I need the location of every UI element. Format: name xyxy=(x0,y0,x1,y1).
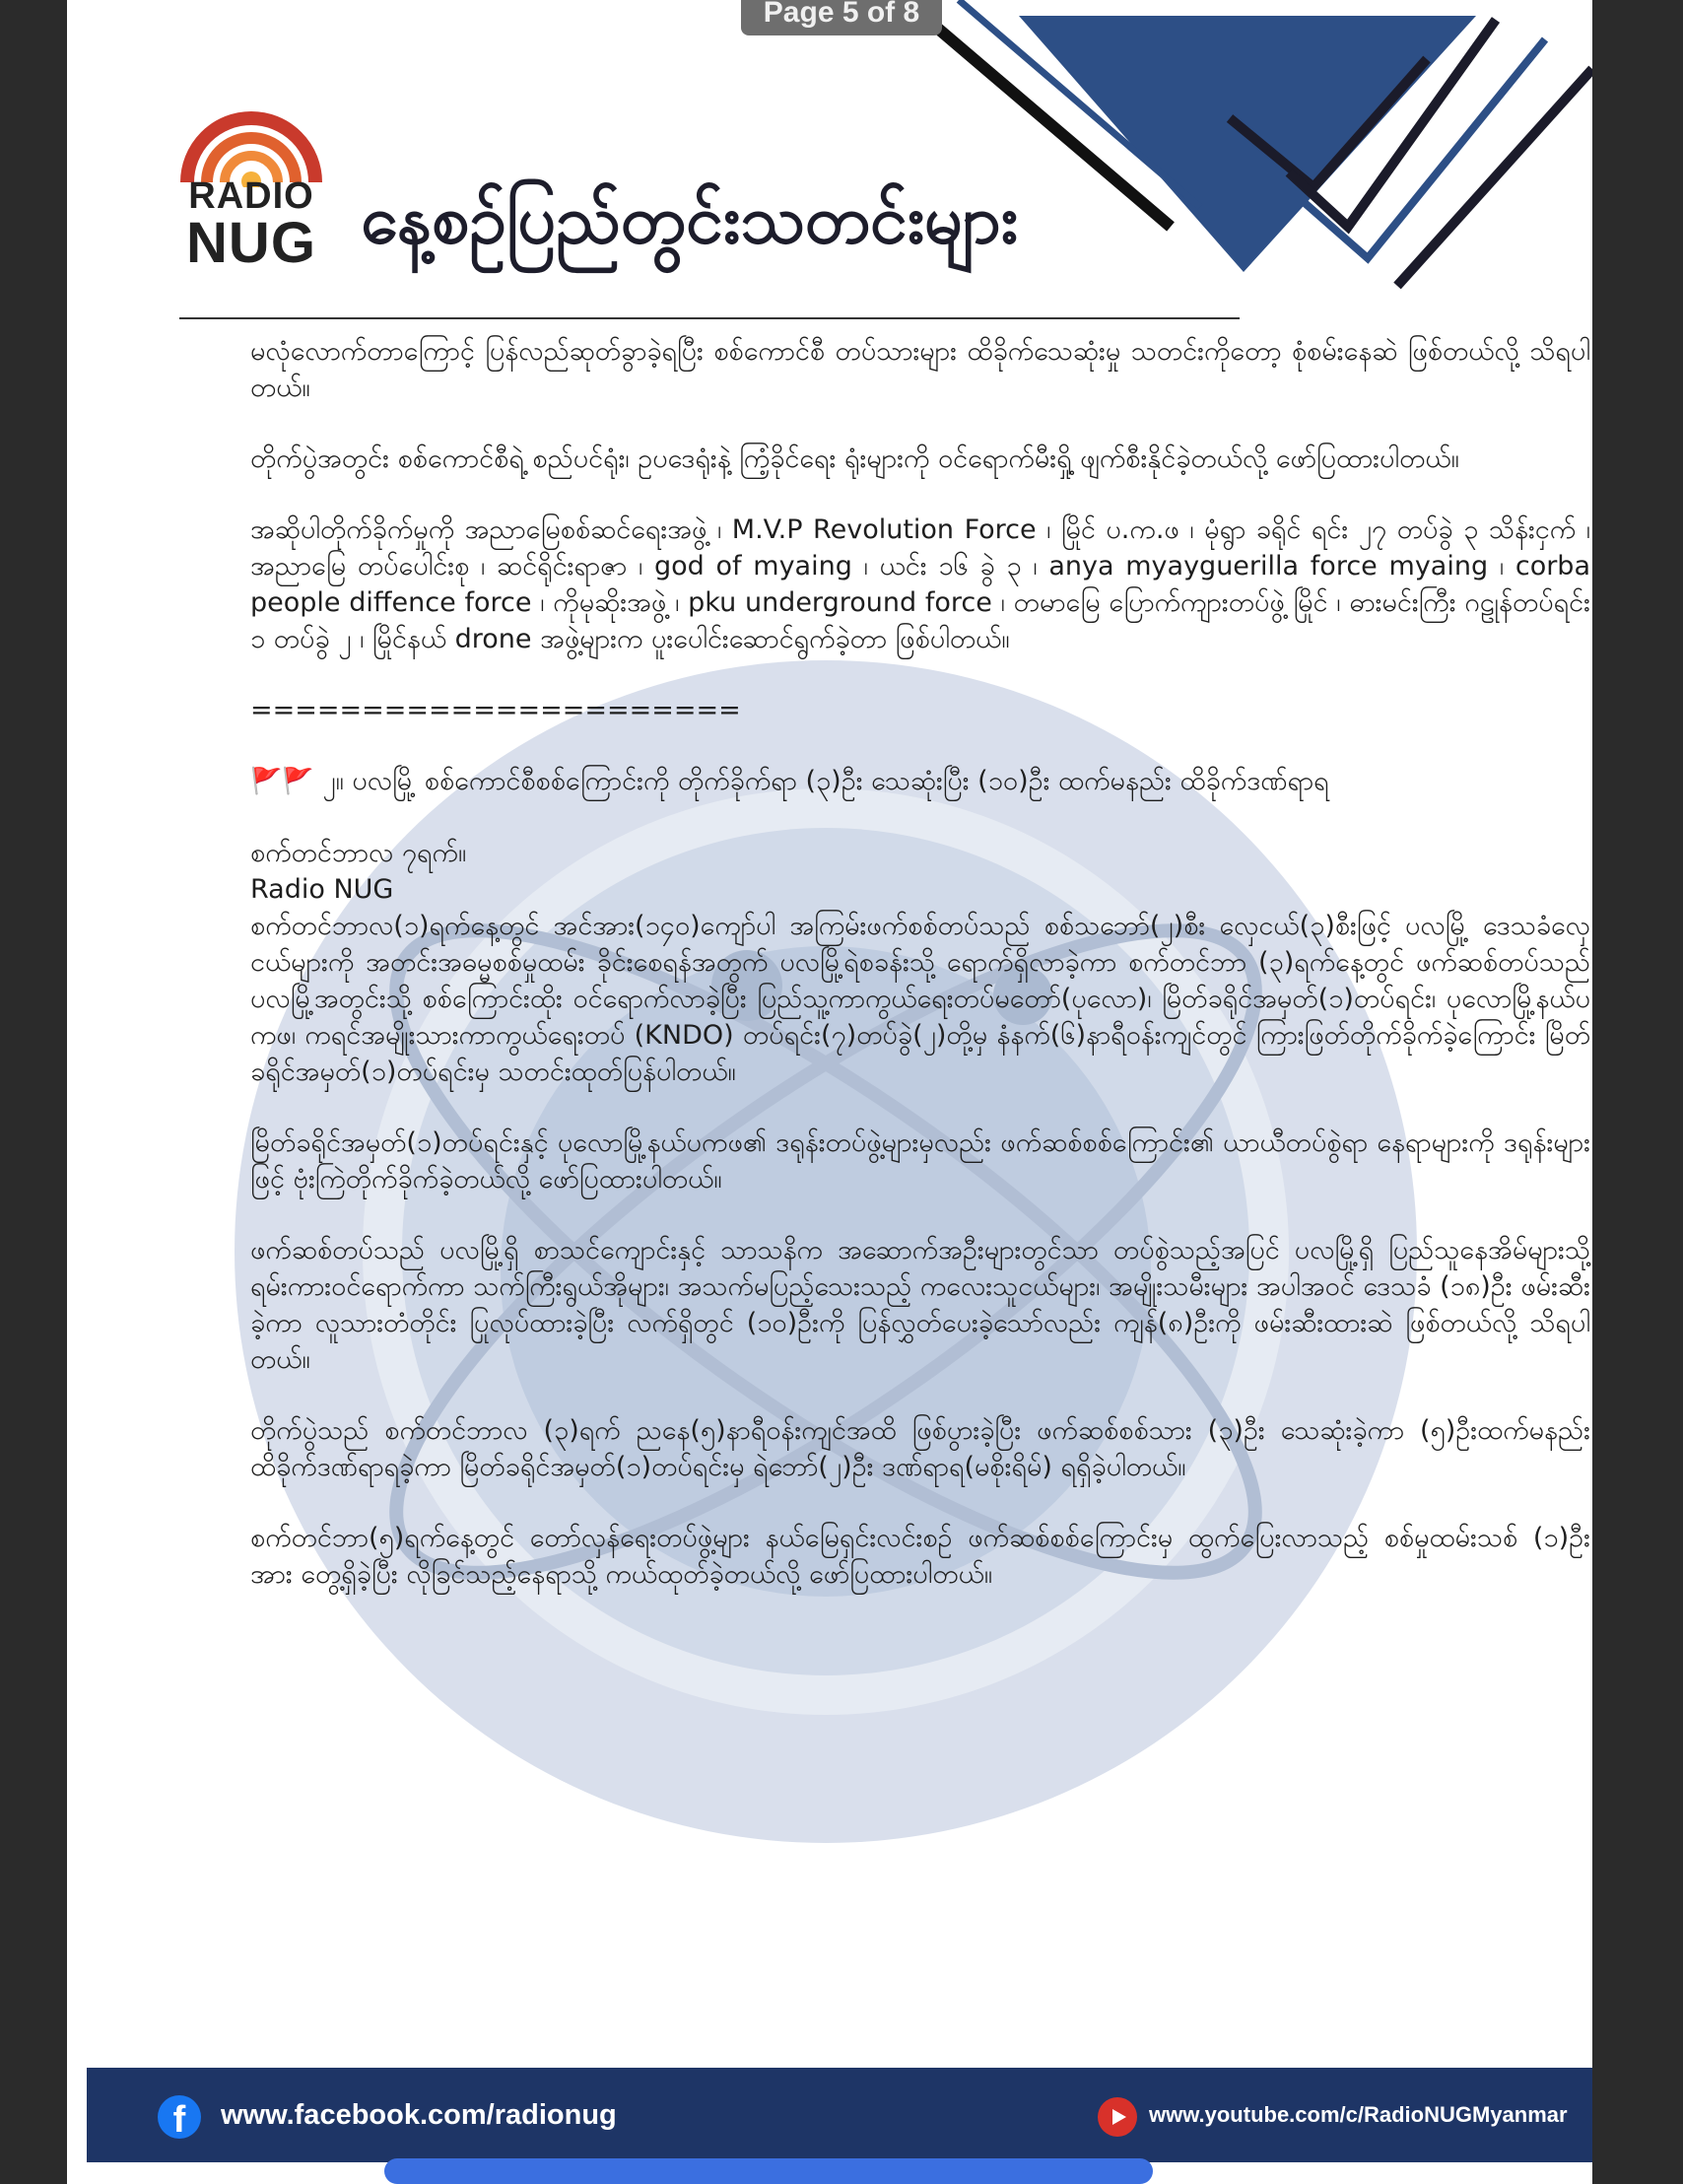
story-headline-text: ၂။ ပလမြို့ စစ်ကောင်စီစစ်ကြောင်းကို တိုက်ခိုက်ရာ (၃)ဦး သေဆုံးပြီး (၁၀)ဦး ထက်မနည်း ထိခိုက်ဒဏ်ရာရ xyxy=(322,766,1329,796)
story-headline xyxy=(250,763,1590,800)
document-page xyxy=(67,0,1592,2184)
paragraph: အဆိုပါတိုက်ခိုက်မှုကို အညာမြေစစ်ဆင်ရေးအဖွဲ့ ၊ M.V.P Revolution Force ၊ မြိုင် ပ.က.ဖ ၊ မုံရွာ ခရိုင် ရင်း ၂၇ တပ်ခွဲ ၃ သိန်းငှက် ၊ အညာမြေ တပ်ပေါင်းစု ၊ ဆင်ရိုင်းရာဇာ ၊ god of myaing ၊ ယင်း ၁၆ ခွဲ ၃ ၊ anya myayguerilla force myaing ၊ corba people diffence force ၊ ကိုမုဆိုးအဖွဲ့ ၊ pku underground force ၊ တမာမြေ ပြောက်ကျားတပ်ဖွဲ့ မြိုင် ၊ ဓားမင်းကြီး ဂဠုန်တပ်ရင်း ၁ တပ်ခွဲ ၂ ၊ မြိုင်နယ် drone အဖွဲ့များက ပူးပေါင်းဆောင်ရွက်ခဲ့တာ ဖြစ်ပါတယ်။ xyxy=(250,514,1590,654)
paragraph: မြိတ်ခရိုင်အမှတ်(၁)တပ်ရင်းနှင့် ပုလောမြို့နယ်ပကဖ၏ ဒရုန်းတပ်ဖွဲ့များမှလည်း ဖက်ဆစ်စစ်ကြောင်း၏ ယာယီတပ်စွဲရာ နေရာများကို ဒရုန်းများဖြင့် ဗုံးကြဲတိုက်ခိုက်ခဲ့တယ်လို့ ဖော်ပြထားပါတယ်။ xyxy=(250,1127,1590,1194)
story-date: စက်တင်ဘာလ ၇ရက်။ xyxy=(250,838,467,868)
paragraph: တိုက်ပွဲသည် စက်တင်ဘာလ (၃)ရက် ညနေ(၅)နာရီဝန်းကျင်အထိ ဖြစ်ပွားခဲ့ပြီး ဖက်ဆစ်စစ်သား (၃)ဦး သေဆုံးခဲ့ကာ (၅)ဦးထက်မနည်း ထိခိုက်ဒဏ်ရာရခဲ့ကာ မြိတ်ခရိုင်အမှတ်(၁)တပ်ရင်းမှ ရဲဘော်(၂)ဦး ဒဏ်ရာရ(မစိုးရိမ်) ရရှိခဲ့ပါတယ်။ xyxy=(250,1415,1590,1482)
facebook-icon: f xyxy=(158,2095,201,2139)
red-flag-icon: 🚩🚩 xyxy=(250,767,314,796)
youtube-icon xyxy=(1098,2097,1137,2137)
facebook-link[interactable]: www.facebook.com/radionug xyxy=(221,2099,617,2131)
header-divider xyxy=(179,317,1240,319)
section-separator: ====================== xyxy=(250,695,741,725)
youtube-link[interactable]: www.youtube.com/c/RadioNUGMyanmar xyxy=(1149,2102,1568,2127)
paragraph: စက်တင်ဘာလ(၁)ရက်နေ့တွင် အင်အား(၁၄၀)ကျော်ပါ အကြမ်းဖက်စစ်တပ်သည် စစ်သဘော်(၂)စီး လှေငယ်(၃)စီးဖြင့် ပလမြို့ ဒေသခံလှေငယ်များကို အတင်းအဓမ္မစစ်မှုထမ်း ခိုင်းစေရန်အတွက် ပလမြို့ရဲစခန်းသို့ ရောက်ရှိလာခဲ့ကာ စက်တင်ဘာ (၃)ရက်နေ့တွင် ဖက်ဆစ်တပ်သည် ပလမြို့အတွင်းသို့ စစ်ကြောင်းထိုး ဝင်ရောက်လာခဲ့ပြီး ပြည်သူ့ကာကွယ်ရေးတပ်မတော်(ပုလော)၊ မြိတ်ခရိုင်အမှတ်(၁)တပ်ရင်း၊ ပုလောမြို့နယ်ပကဖ၊ ကရင်အမျိုးသားကာကွယ်ရေးတပ် (KNDO) တပ်ရင်း(၇)တပ်ခွဲ(၂)တို့မှ နံနက်(၆)နာရီဝန်းကျင်တွင် ကြားဖြတ်တိုက်ခိုက်ခဲ့ကြောင်း မြိတ်ခရိုင်အမှတ်(၁)တပ်ရင်းမှ သတင်းထုတ်ပြန်ပါတယ်။ xyxy=(250,911,1590,1087)
story-source: Radio NUG xyxy=(250,874,394,905)
page-title: နေ့စဉ်ပြည်တွင်းသတင်းများ xyxy=(361,181,1018,259)
paragraph: စက်တင်ဘာ(၅)ရက်နေ့တွင် တော်လှန်ရေးတပ်ဖွဲ့များ နယ်မြေရှင်းလင်းစဉ် ဖက်ဆစ်စစ်ကြောင်းမှ ထွက်ပြေးလာသည့် စစ်မှုထမ်းသစ် (၁)ဦးအား တွေ့ရှိခဲ့ပြီး လိုခြင်သည့်နေရာသို့ ကယ်ထုတ်ခဲ့တယ်လို့ ဖော်ပြထားပါတယ်။ xyxy=(250,1523,1590,1590)
paragraph: တိုက်ပွဲအတွင်း စစ်ကောင်စီရဲ့ စည်ပင်ရုံး၊ ဥပဒေရုံးနဲ့ ကြံ့ခိုင်ရေး ရုံးများကို ဝင်ရောက်မီးရှို့ ဖျက်စီးနိုင်ခဲ့တယ်လို့ ဖော်ပြထားပါတယ်။ xyxy=(250,444,1459,474)
paragraph: ဖက်ဆစ်တပ်သည် ပလမြို့ရှိ စာသင်ကျောင်းနှင့် သာသနိက အဆောက်အဦးများတွင်သာ တပ်စွဲသည့်အပြင် ပလမြို့ရှိ ပြည်သူနေအိမ်များသို့ ရမ်းကားဝင်ရောက်ကာ သက်ကြီးရွယ်အိုများ၊ အသက်မပြည့်သေးသည့် ကလေးသူငယ်များ၊ အမျိုးသမီးများ အပါအဝင် ဒေသခံ (၁၈)ဦး ဖမ်းဆီးခဲ့ကာ လူသားတံတိုင်း ပြုလုပ်ထားခဲ့ပြီး လက်ရှိတွင် (၁၀)ဦးကို ပြန်လွှတ်ပေးခဲ့သော်လည်း ကျန်(၈)ဦးကို ဖမ်းဆီးထားဆဲ ဖြစ်တယ်လို့ သိရပါတယ်။ xyxy=(250,1235,1590,1375)
article-body xyxy=(250,333,1590,1627)
logo-radio-text: RADIO xyxy=(188,175,314,217)
footer-bar xyxy=(87,2068,1592,2162)
page-indicator: Page 5 of 8 xyxy=(741,0,942,35)
horizontal-scrollbar[interactable] xyxy=(384,2158,1153,2184)
radio-nug-logo xyxy=(177,108,325,276)
logo-nug-text: NUG xyxy=(186,211,316,275)
paragraph: မလုံလောက်တာကြောင့် ပြန်လည်ဆုတ်ခွာခဲ့ရပြီး စစ်ကောင်စီ တပ်သားများ ထိခိုက်သေဆုံးမှု သတင်းကိုတော့ စုံစမ်းနေဆဲ ဖြစ်တယ်လို့ သိရပါတယ်။ xyxy=(250,336,1590,403)
